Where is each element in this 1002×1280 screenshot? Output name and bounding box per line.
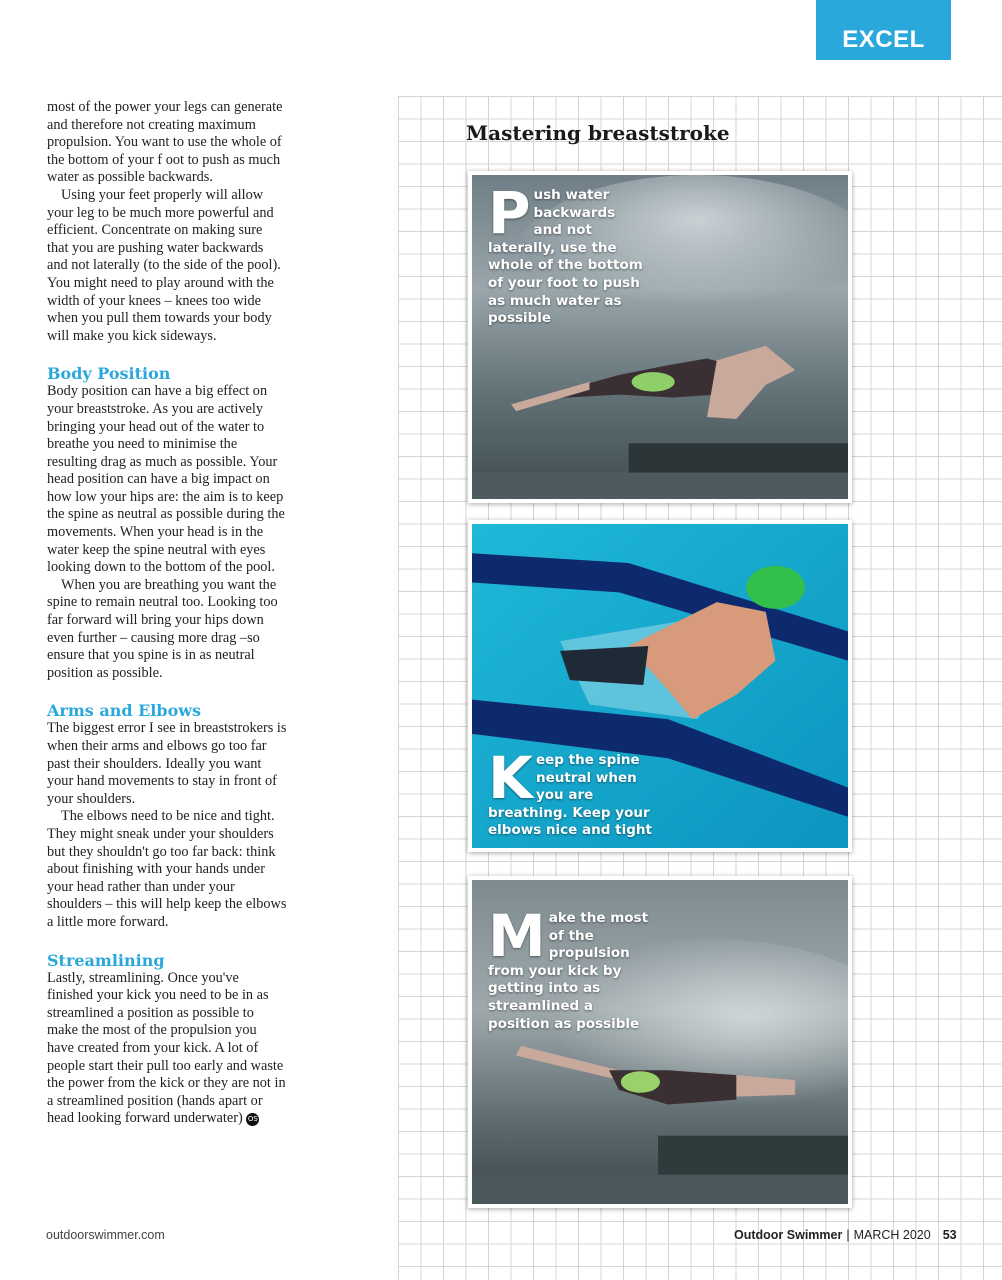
section-tab xyxy=(816,0,951,60)
caption-text: eep the spine neutral when you are breathing. Keep your elbows nice and tight xyxy=(488,752,652,839)
article-paragraph xyxy=(47,970,287,1128)
photo-caption xyxy=(488,179,648,328)
photo-breathing-swimmer xyxy=(468,520,852,852)
caption-text: ush water backwards and not laterally, use the whole of the bottom of your foot to push as much water as possible xyxy=(488,187,643,327)
section-heading-streamlining: Streamlining xyxy=(47,950,165,970)
article-paragraph: Body position can have a big effect on your breaststroke. As you are actively bringing your head out of the water to breathe you need to minimise the resulting drag as much as possible. Your head position can have a big impact on how low your hips are: the aim is to keep the spine as neutral as possible during the movements. When your head is in the water keep the spine neutral with eyes looking down to the bottom of the pool. xyxy=(47,383,285,576)
article-paragraph: Using your feet properly will allow your leg to be much more powerful and efficient. Concentrate on making sure that you are pushing water backwards and not laterally (to the side of the pool). You might need to play around with the width of your knees – knees too wide when you pull them towards your body will make you kick sideways. xyxy=(47,186,281,344)
photo-underwater-kick xyxy=(468,171,852,503)
drop-cap: P xyxy=(488,179,531,247)
article-paragraph: The biggest error I see in breaststrokers is when their arms and elbows go too far past their shoulders. Ideally you want your hand movements to stay in front of your shoulders. xyxy=(47,720,287,807)
article-paragraph: The elbows need to be nice and tight. They might sneak under your shoulders but they shouldn't go too far back: think about finishing with your hands under your head rather than under your shoulders – this will help keep the elbows a little more forward. xyxy=(47,808,287,930)
article-paragraph: When you are breathing you want the spine to remain neutral too. Looking too far forward will bring your hips down even further – causing more drag –so ensure that you spine is in as neutral position as possible. xyxy=(47,576,278,681)
footer-issue-info xyxy=(734,1228,957,1242)
footer-issue: MARCH 2020 xyxy=(853,1228,931,1242)
drop-cap: M xyxy=(488,902,546,970)
footer-magazine: Outdoor Swimmer xyxy=(734,1228,843,1242)
article-paragraph: most of the power your legs can generate and therefore not creating maximum propulsion. You want to use the whole of the bottom of your f oot to push as much water as possible backwards. xyxy=(47,99,283,186)
article-column xyxy=(47,99,287,1128)
drop-cap: K xyxy=(488,744,533,812)
article-paragraph-text: Lastly, streamlining. Once you've finished your kick you need to be in as streamlined a position as possible to make the most of the propulsion you have created from your kick. A lot of people start their pull too early and waste the power from the kick or they are not in a streamlined position (hands apart or head looking forward underwater) xyxy=(47,969,286,1127)
section-heading-arms-elbows: Arms and Elbows xyxy=(47,701,202,721)
footer-website: outdoorswimmer.com xyxy=(46,1228,165,1242)
photo-streamlined-swimmer xyxy=(468,876,852,1208)
section-heading-body-position: Body Position xyxy=(47,364,171,384)
photo-caption xyxy=(488,744,656,840)
section-tab-label: EXCEL xyxy=(842,26,925,53)
footer-separator: | xyxy=(846,1228,850,1242)
panel-title: Mastering breaststroke xyxy=(466,121,730,145)
caption-text: ake the most of the propulsion from your kick by getting into as streamlined a position as possible xyxy=(488,910,649,1032)
page-number: 53 xyxy=(942,1228,957,1242)
end-mark-icon: OS xyxy=(246,1113,259,1126)
photo-caption xyxy=(488,902,653,1033)
